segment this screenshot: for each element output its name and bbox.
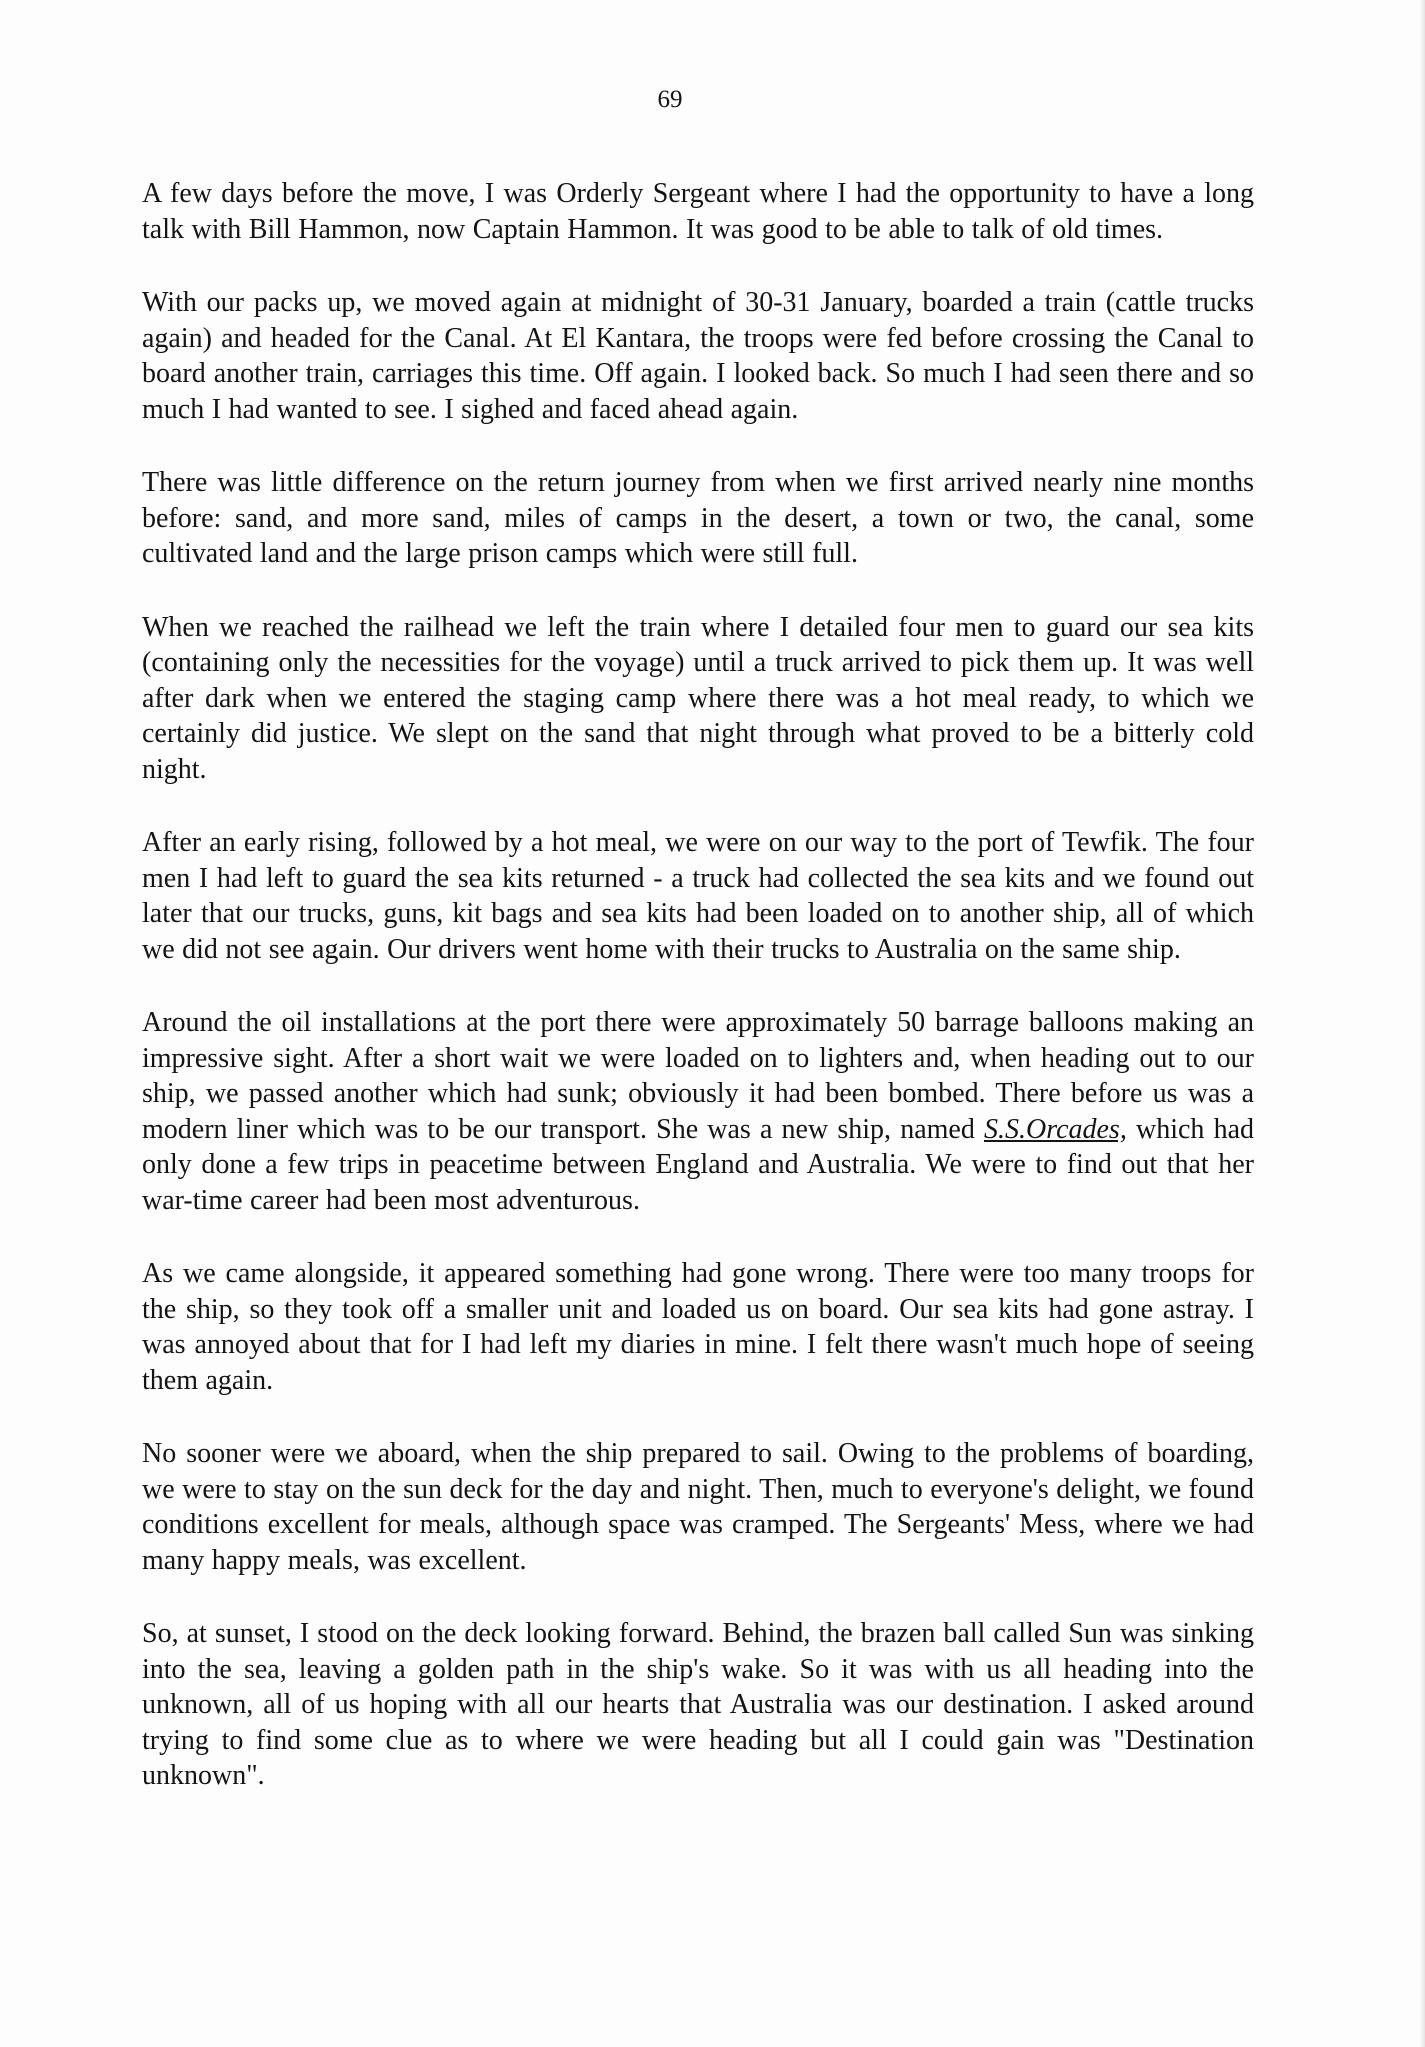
paragraph-orcades-text-before: Around the oil installations at the port there were approximately 50 barrage balloons making an impressive sight. After a short wait we were loaded on to lighters and, when heading out to our ship, we passed another which had sunk; obviously it had been bombed. There before us was a modern liner which was to be our transport. She was a new ship, named xyxy=(142,1007,1254,1145)
paragraph-railhead: When we reached the railhead we left the train where I detailed four men to guard our sea kits (containing only the necessities for the voyage) until a truck arrived to pick them up. It was well after dark when we entered the staging camp where there was a hot meal ready, to which we certainly did justice. We slept on the sand that night through what proved to be a bitterly cold night. xyxy=(142,611,1254,785)
paragraph-sunset: So, at sunset, I stood on the deck looking forward. Behind, the brazen ball called Sun was sinking into the sea, leaving a golden path in the ship's wake. So it was with us all heading into the unknown, all of us hoping with all our hearts that Australia was our destination. I asked around trying to find some clue as to where we were heading but all I could gain was "Destination unknown". xyxy=(142,1618,1254,1791)
page-number: 69 xyxy=(657,86,683,113)
paragraph-alongside: As we came alongside, it appeared something had gone wrong. There were too many troops for the ship, so they took off a smaller unit and loaded us on board. Our sea kits had gone astray. I was annoyed about that for I had left my diaries in mine. I felt there wasn't much hope of seeing them again. xyxy=(142,1258,1254,1396)
body-text xyxy=(142,176,1254,1832)
paragraph-midnight-move: With our packs up, we moved again at midnight of 30-31 January, boarded a train (cattle trucks again) and headed for the Canal. At El Kantara, the troops were fed before crossing the Canal to board another train, carriages this time. Off again. I looked back. So much I had seen there and so much I had wanted to see. I sighed and faced ahead again. xyxy=(142,287,1254,425)
paragraph-orcades-text-after: which had only done a few trips in peacetime between England and Australia. We were to find out that her war-time career had been most adventurous. xyxy=(142,1113,1254,1216)
paragraph-orderly-sergeant: A few days before the move, I was Orderly Sergeant where I had the opportunity to have a long talk with Bill Hammon, now Captain Hammon. It was good to be able to talk of old times. xyxy=(142,178,1254,245)
paragraph-aboard: No sooner were we aboard, when the ship prepared to sail. Owing to the problems of boarding, we were to stay on the sun deck for the day and night. Then, much to everyone's delight, we found conditions excellent for meals, although space was cramped. The Sergeants' Mess, where we had many happy meals, was excellent. xyxy=(142,1438,1254,1576)
paragraph-return-journey: There was little difference on the return journey from when we first arrived nearly nine months before: sand, and more sand, miles of camps in the desert, a town or two, the canal, some cultivated land and the large prison camps which were still full. xyxy=(142,467,1254,569)
ship-name: S.S.Orcades, xyxy=(983,1113,1127,1145)
paragraph-orcades xyxy=(142,1005,1254,1218)
paragraph-port-of-tewfik: After an early rising, followed by a hot meal, we were on our way to the port of Tewfik. The four men I had left to guard the sea kits returned - a truck had collected the sea kits and we found out later that our trucks, guns, kit bags and sea kits had been loaded on to another ship, all of which we did not see again. Our drivers went home with their trucks to Australia on the same ship. xyxy=(142,827,1254,965)
page-edge-shadow xyxy=(1419,0,1425,2047)
